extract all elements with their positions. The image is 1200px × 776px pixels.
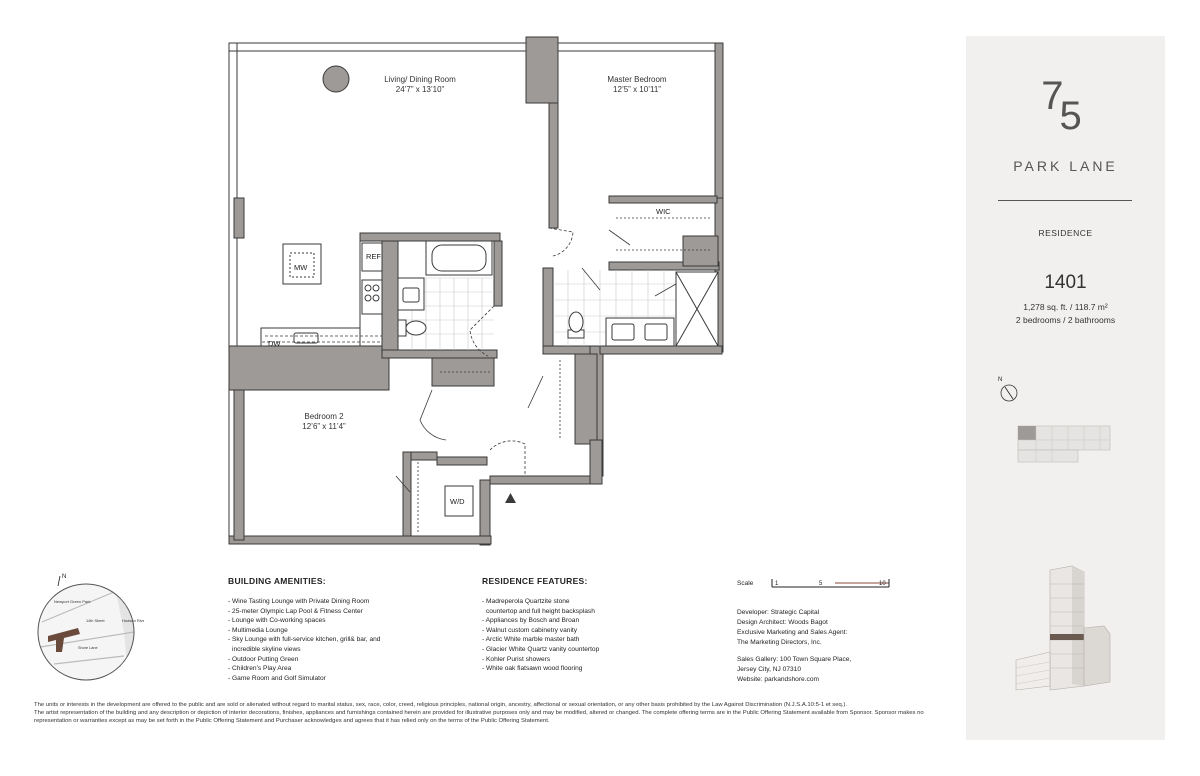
wic-label: WIC xyxy=(656,207,671,216)
compass-drawing xyxy=(998,374,1020,404)
unit-area: 1,278 sq. ft. / 118.7 m² xyxy=(1023,302,1108,312)
brand-logo xyxy=(966,74,1165,138)
bathtub-basin xyxy=(432,245,486,271)
feature-item: - White oak flatsawn wood flooring xyxy=(482,665,583,673)
features-list xyxy=(482,597,599,674)
amenity-item: - 25-meter Olympic Lap Pool & Fitness Center xyxy=(228,607,363,615)
amenity-item: - Game Room and Golf Simulator xyxy=(228,674,326,682)
toilet-bowl xyxy=(406,321,426,335)
amenities-heading: BUILDING AMENITIES: xyxy=(228,576,326,586)
compass-north-label: N xyxy=(998,377,1003,383)
logo-digit-five: 5 xyxy=(1059,94,1084,138)
disclaimer-paragraph: The units or interests in the development are offered to the public and are sold or alienated without regard to marital status, sex, race, color, creed, religious principles, national origin, ancestry, affectional or sexual orientation, or any other basis prohibited by the Law Against Discrimination (N.J.S.A.10:5-1 et seq.). xyxy=(34,702,848,708)
building-drawing xyxy=(1010,564,1122,692)
location-map xyxy=(34,572,144,684)
map-label-park: Newport Green Park xyxy=(54,599,91,604)
master-bedroom-dims: 12’5” x 10’11” xyxy=(613,85,661,94)
feature-item: - Arctic White marble master bath xyxy=(482,636,580,644)
disclaimer-paragraph: The artist representation of the building and any description or depiction of interior decorations, finishes, appliances and furnishings contained herein are provided for illustrative purposes only and may be modified, altered or changed. The complete offering terms are in the Public Offering Statement available from Sponsor. Sponsor makes no representation or warranties except as may be set forth in the Public Offering Statement and Purchaser acknowledges and agrees that it has relied only on the terms of the Public Offering Statement. xyxy=(34,710,924,724)
column xyxy=(323,66,349,92)
credit-architect: Design Architect: Woods Bagot xyxy=(737,619,828,626)
amenity-item: - Lounge with Co-working spaces xyxy=(228,617,326,625)
feature-item: - Walnut custom cabinetry vanity xyxy=(482,626,578,634)
credit-gallery-line2: Jersey City, NJ 07310 xyxy=(737,666,802,673)
feature-item: countertop and full height backsplash xyxy=(486,607,595,615)
burner xyxy=(365,285,371,291)
entry-arrow xyxy=(505,493,516,503)
features-heading: RESIDENCE FEATURES: xyxy=(482,576,588,586)
burner xyxy=(365,295,371,301)
feature-item: - Glacier White Quartz vanity countertop xyxy=(482,645,600,653)
map-label-shore: Shore Lane xyxy=(78,646,98,650)
key-plan-drawing xyxy=(1016,422,1116,466)
burner xyxy=(373,285,379,291)
scale-label: Scale xyxy=(737,580,754,587)
burner xyxy=(373,295,379,301)
amenities-list xyxy=(228,597,380,683)
brand-divider xyxy=(998,200,1132,201)
compass-icon xyxy=(998,374,1020,404)
key-plan xyxy=(1016,422,1116,466)
bedroom-2-dims: 12’6” x 11’4” xyxy=(302,422,346,431)
credit-marketing-line2: The Marketing Directors, Inc. xyxy=(737,639,822,646)
amenity-item: - Children’s Play Area xyxy=(228,665,292,673)
info-panel xyxy=(966,36,1165,740)
amenity-item: - Multimedia Lounge xyxy=(228,626,288,634)
master-toilet-bowl xyxy=(569,312,583,332)
bedroom-2-label xyxy=(302,412,345,432)
legal-disclaimer xyxy=(34,701,934,725)
scale-bar-drawing xyxy=(737,577,897,591)
unit-bedrooms: 2 bedrooms / 2 bathrooms xyxy=(1015,315,1116,325)
kitchen-sink xyxy=(294,333,318,343)
scale-tick-5: 5 xyxy=(819,581,823,587)
logo-digit-seven: 7 xyxy=(1041,74,1066,118)
building-illustration xyxy=(1010,564,1122,692)
scale-tick-10: 10 xyxy=(879,581,886,587)
scale-tick-1: 1 xyxy=(775,581,779,587)
credit-gallery-line1: Sales Gallery: 100 Town Square Place, xyxy=(737,656,852,663)
sink-right xyxy=(645,324,667,340)
sink xyxy=(403,288,419,302)
feature-item: - Appliances by Bosch and Broan xyxy=(482,617,580,625)
residence-label: RESIDENCE xyxy=(1038,228,1093,238)
credit-website[interactable]: Website: parkandshore.com xyxy=(737,676,819,683)
living-room-dims: 24’7” x 13’10” xyxy=(395,85,445,94)
map-north-label: N xyxy=(62,574,67,580)
living-room-label xyxy=(384,75,456,95)
feature-item: - Madreperola Quartzite stone xyxy=(482,598,570,605)
bedroom-2-name: Bedroom 2 xyxy=(304,412,344,421)
amenity-item: incredible skyline views xyxy=(232,645,301,653)
amenity-item: - Outdoor Putting Green xyxy=(228,655,299,663)
ref-label: REF xyxy=(366,252,381,261)
location-map-drawing xyxy=(34,572,144,684)
key-plan-unit-highlight xyxy=(1018,426,1036,440)
sink-left xyxy=(612,324,634,340)
amenity-item: - Sky Lounge with full-service kitchen, grill& bar, and xyxy=(228,636,381,644)
mw-label: MW xyxy=(294,263,308,272)
master-bedroom-label xyxy=(607,75,666,95)
toilet-tank xyxy=(398,320,406,336)
map-label-street: 14th Street xyxy=(86,619,105,623)
living-room-name: Living/ Dining Room xyxy=(384,75,456,84)
credit-developer: Developer: Strategic Capital xyxy=(737,609,820,616)
dw-label: DW xyxy=(268,339,281,348)
unit-number: 1401 xyxy=(1044,272,1087,293)
brand-name: PARK LANE xyxy=(1013,158,1118,174)
map-label-river: Hudson River xyxy=(122,618,144,623)
map-north-arrow xyxy=(58,576,60,586)
amenity-item: - Wine Tasting Lounge with Private Dining Room xyxy=(228,598,370,605)
wd-label: W/D xyxy=(450,497,465,506)
scale-bar xyxy=(737,577,897,591)
feature-item: - Kohler Purist showers xyxy=(482,655,551,663)
master-bedroom-name: Master Bedroom xyxy=(607,75,667,84)
interior-walls xyxy=(229,37,723,545)
credit-marketing-line1: Exclusive Marketing and Sales Agent: xyxy=(737,629,848,636)
